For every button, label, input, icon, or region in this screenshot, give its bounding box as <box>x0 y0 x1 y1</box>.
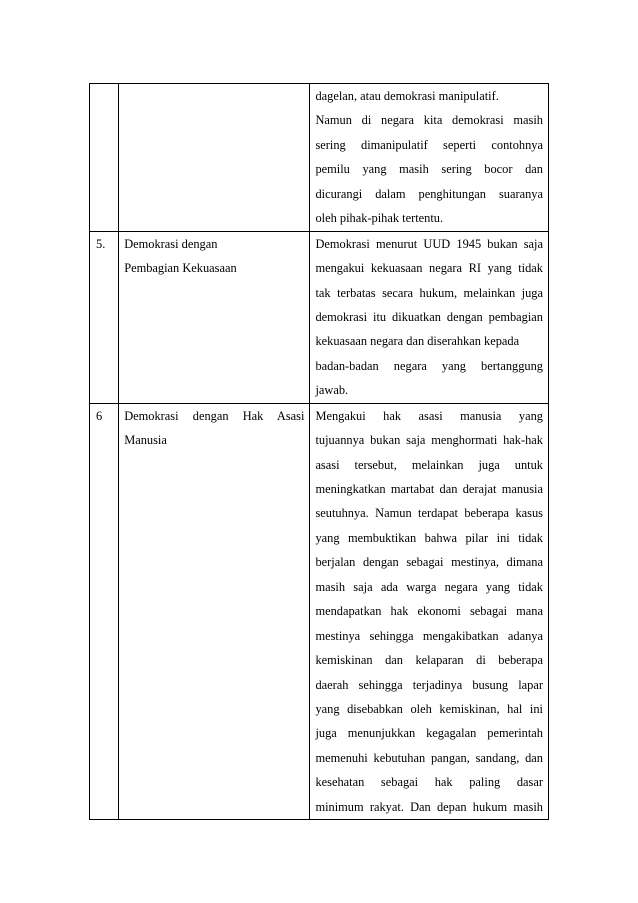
description-line: badan-badan negara yang bertanggung <box>315 358 543 373</box>
description-line: jawab. <box>315 383 349 398</box>
row-number-cell <box>90 84 119 232</box>
description-line: yang membuktikan bahwa pilar ini tidak <box>315 530 543 545</box>
description-line: kekuasaan negara dan diserahkan kepada <box>315 334 520 349</box>
pillar-description-cell <box>310 403 549 819</box>
row-number-cell <box>90 403 119 819</box>
description-line: mendapatkan hak ekonomi sebagai mana <box>315 604 543 619</box>
row-number: 5. <box>96 236 106 251</box>
description-line: juga menunjukkan kegagalan pemerintah <box>315 726 543 741</box>
description-line: kesehatan sebagai hak paling dasar <box>315 775 543 790</box>
description-line: demokrasi itu dikuatkan dengan pembagian <box>315 309 543 324</box>
description-line: kemiskinan dan kelaparan di beberapa <box>315 653 543 668</box>
row-number-cell <box>90 231 119 403</box>
description-line: dicurangi dalam penghitungan suaranya <box>315 186 543 201</box>
description-line: Demokrasi menurut UUD 1945 bukan saja <box>315 236 543 251</box>
description-line: sering dimanipulatif seperti contohnya <box>315 137 543 152</box>
table-row <box>90 231 549 403</box>
description-line: minimum rakyat. Dan depan hukum masih <box>315 799 543 814</box>
pillar-title-line: Demokrasi dengan <box>124 236 218 251</box>
description-line: meningkatkan martabat dan derajat manusia <box>315 482 543 496</box>
description-line: Mengakui hak asasi manusia yang <box>315 408 543 423</box>
table-row <box>90 84 549 232</box>
description-line: daerah sehingga terjadinya busung lapar <box>315 677 543 692</box>
pillar-title-cell <box>119 403 310 819</box>
description-line: dagelan, atau demokrasi manipulatif. <box>315 89 499 103</box>
pillar-title-line: Demokrasi dengan Hak Asasi <box>124 408 305 423</box>
pillar-title-line: Manusia <box>124 433 167 448</box>
description-line: tak terbatas secara hukum, melainkan juga <box>315 285 543 300</box>
description-line: tujuannya bukan saja menghormati hak-hak <box>315 433 543 448</box>
table-row <box>90 403 549 819</box>
description-line: memenuhi kebutuhan pangan, sandang, dan <box>315 750 543 765</box>
description-line: pemilu yang masih sering bocor dan <box>315 162 543 177</box>
pillar-description-cell <box>310 231 549 403</box>
description-line: mengakui kekuasaan negara RI yang tidak <box>315 261 543 276</box>
table-body <box>90 84 549 820</box>
pillar-description-cell <box>310 84 549 232</box>
description-line: asasi tersebut, melainkan juga untuk <box>315 457 543 472</box>
pillar-title-cell <box>119 84 310 232</box>
pillar-title-cell <box>119 231 310 403</box>
description-line: oleh pihak-pihak tertentu. <box>315 211 444 226</box>
description-line: berjalan dengan sebagai mestinya, dimana <box>315 555 543 570</box>
description-line: yang disebabkan oleh kemiskinan, hal ini <box>315 701 543 716</box>
row-number <box>90 84 118 108</box>
description-line: seutuhnya. Namun terdapat beberapa kasus <box>315 506 543 521</box>
pillar-title-line: Pembagian Kekuasaan <box>124 261 237 276</box>
description-line: masih saja ada warga negara yang tidak <box>315 579 543 594</box>
pillars-table <box>89 83 549 820</box>
description-line: Namun di negara kita demokrasi masih <box>315 113 543 128</box>
row-number: 6 <box>96 408 103 423</box>
description-line: mestinya sehingga mengakibatkan adanya <box>315 628 543 643</box>
